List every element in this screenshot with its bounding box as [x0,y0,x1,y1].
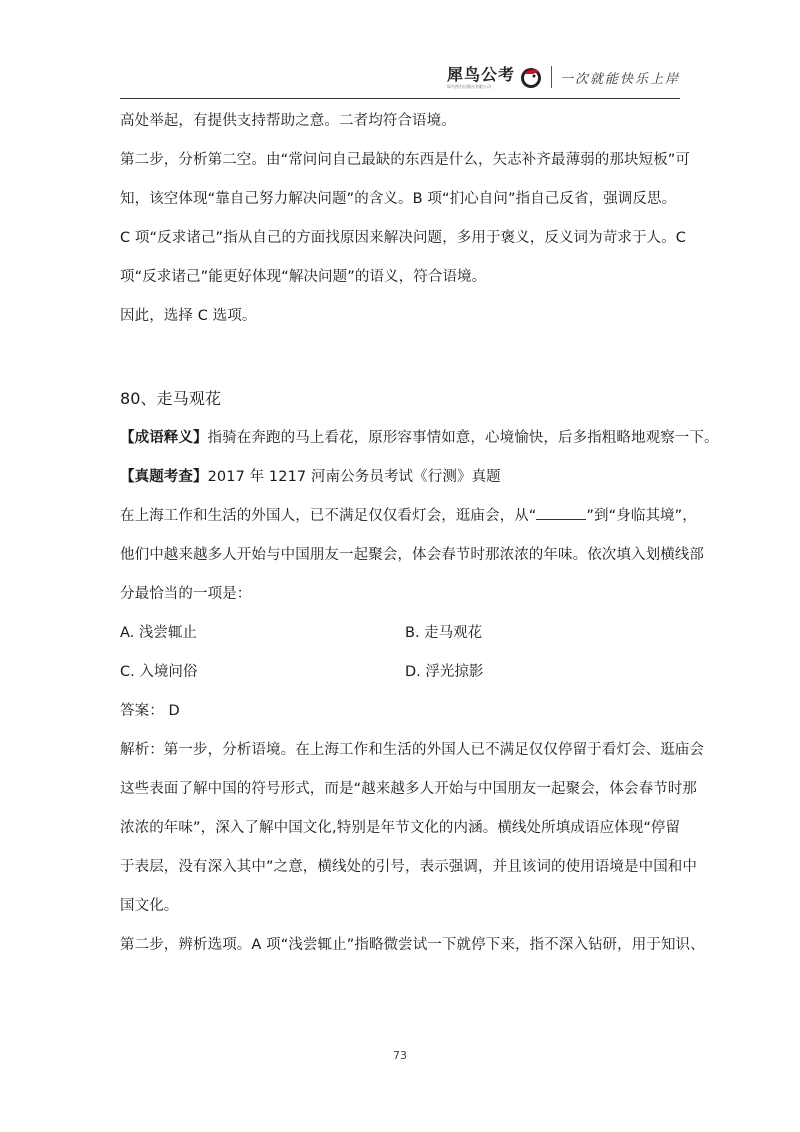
question-line: 他们中越来越多人开始与中国朋友一起聚会，体会春节时那浓浓的年味。依次填入划横线部 [120,547,704,563]
question-text-part: ”到“身临其境”， [586,508,697,524]
header-divider [551,66,552,88]
exam-tag: 【真题考查】 [120,469,208,485]
analysis-line: 于表层，没有深入其中”之意，横线处的引号，表示强调，并且该词的使用语境是中国和中 [120,859,698,875]
fill-blank [536,505,586,520]
option-c: C. 入境问俗 [120,664,198,680]
slogan: 一次就能快乐上岸 [559,71,680,87]
exam-text: 2017 年 1217 河南公务员考试《行测》真题 [207,469,501,485]
brand-subtitle: 犀鸟图书出版社有限公司 [446,84,491,89]
page-number: 73 [393,1049,407,1062]
question-line [120,497,697,536]
page-header [120,56,680,99]
prev-conclusion: 因此，选择 C 选项。 [120,308,257,324]
definition-tag: 【成语释义】 [120,430,208,446]
section-gap [120,336,690,375]
analysis-line: 国文化。 [120,898,179,914]
prev-step2-line: C 项“反求诸己”指从自己的方面找原因来解决问题，多用于褒义，反义词为苛求于人。C [120,230,686,246]
brand-logo [447,62,680,92]
answer: 答案： D [120,703,180,719]
option-a: A. 浅尝辄止 [120,625,197,641]
page-content [120,102,719,965]
prev-step2-line: 第二步，分析第二空。由“常问问自己最缺的东西是什么，矢志补齐最薄弱的那块短板”可 [120,152,691,168]
step2-line: 第二步，辨析选项。A 项“浅尝辄止”指略微尝试一下就停下来，指不深入钻研，用于知识、 [120,937,705,953]
brand-name: 犀鸟公考 [446,65,515,84]
analysis-line: 解析：第一步，分析语境。在上海工作和生活的外国人已不满足仅仅停留于看灯会、逛庙会 [120,742,704,758]
question-title: 80、走马观花 [120,389,222,408]
options-row [120,653,690,692]
exam-source [120,458,690,497]
analysis-line: 这些表面了解中国的符号形式，而是“越来越多人开始与中国朋友一起聚会，体会春节时那 [120,781,698,797]
options-row [120,614,690,653]
option-b: B. 走马观花 [405,625,483,641]
hornbill-logo-icon [519,65,543,89]
analysis-line: 浓浓的年味”，深入了解中国文化,特别是年节文化的内涵。横线处所填成语应体现“停留 [120,820,681,836]
question-text-part: 在上海工作和生活的外国人，已不满足仅仅看灯会，逛庙会，从“ [120,508,537,524]
prev-answer-tail: 高处举起，有提供支持帮助之意。二者均符合语境。 [120,113,456,129]
question-line: 分最恰当的一项是： [120,586,252,602]
prev-step2-line: 项“反求诸己”能更好体现“解决问题”的语义，符合语境。 [120,269,487,285]
definition-text: 指骑在奔跑的马上看花，原形容事情如意，心境愉快，后多指粗略地观察一下。 [207,430,719,446]
idiom-definition [120,419,719,458]
prev-step2-line: 知，该空体现“靠自己努力解决问题”的含义。B 项“扪心自问”指自己反省，强调反思。 [120,191,677,207]
option-d: D. 浮光掠影 [405,664,484,680]
